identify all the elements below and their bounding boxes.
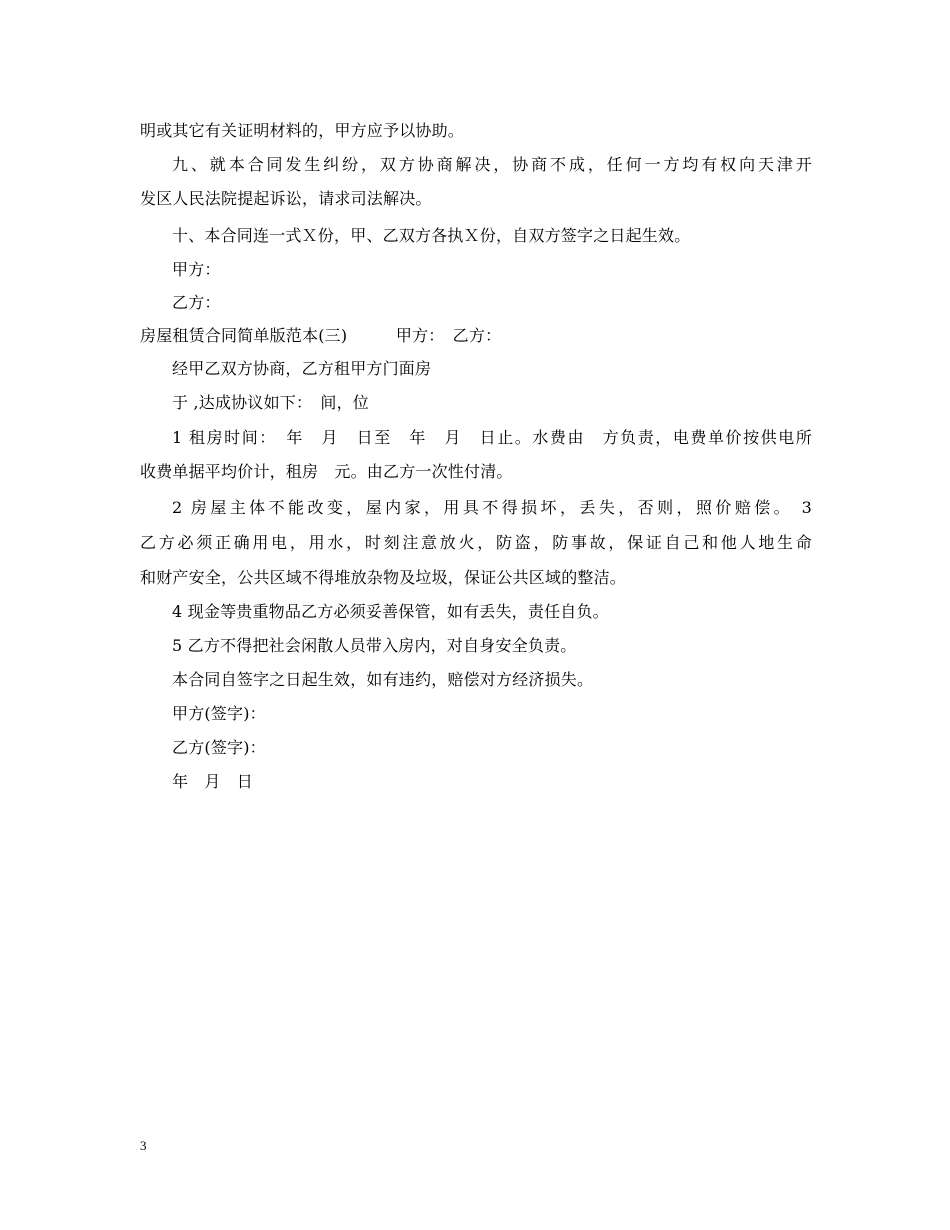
clause-1-line-2: 收费单据平均价计，租房 元。由乙方一次性付清。	[140, 462, 513, 481]
section-title: 房屋租赁合同简单版范本(三) 甲方： 乙方：	[140, 326, 502, 345]
date-line: 年 月 日	[172, 772, 254, 791]
clause-4: 4 现金等贵重物品乙方必须妥善保管，如有丢失，责任自负。	[172, 602, 609, 621]
signature-party-a-signed: 甲方(签字)：	[172, 704, 266, 723]
paragraph-line-9: 于 ,达成协议如下： 间，位	[172, 393, 369, 412]
clause-3-line-1: 乙方必须正确用电，用水，时刻注意放火，防盗，防事故，保证自己和他人地生命	[140, 533, 812, 552]
clause-2-line-1: 2 房屋主体不能改变，屋内家，用具不得损坏，丢失，否则，照价赔偿。 3	[172, 498, 812, 517]
effective-clause: 本合同自签字之日起生效，如有违约，赔偿对方经济损失。	[172, 670, 594, 689]
page-number: 3	[140, 1138, 147, 1153]
paragraph-line-3: 发区人民法院提起诉讼，请求司法解决。	[140, 189, 432, 208]
paragraph-line-8: 经甲乙双方协商，乙方租甲方门面房	[172, 359, 432, 378]
signature-party-b: 乙方：	[172, 293, 221, 312]
paragraph-line-2: 九、就本合同发生纠纷，双方协商解决，协商不成，任何一方均有权向天津开	[172, 155, 812, 174]
signature-party-a: 甲方：	[172, 260, 221, 279]
signature-party-b-signed: 乙方(签字)：	[172, 738, 266, 757]
clause-1-line-1: 1 租房时间： 年 月 日至 年 月 日止。水费由 方负责，电费单价按供电所	[172, 428, 812, 447]
paragraph-line-4: 十、本合同连一式Ｘ份，甲、乙双方各执Ｘ份，自双方签字之日起生效。	[172, 226, 691, 245]
paragraph-line-1: 明或其它有关证明材料的，甲方应予以协助。	[140, 121, 465, 140]
clause-5: 5 乙方不得把社会闲散人员带入房内，对自身安全负责。	[172, 636, 577, 655]
clause-3-line-2: 和财产安全，公共区域不得堆放杂物及垃圾，保证公共区域的整洁。	[140, 568, 627, 587]
